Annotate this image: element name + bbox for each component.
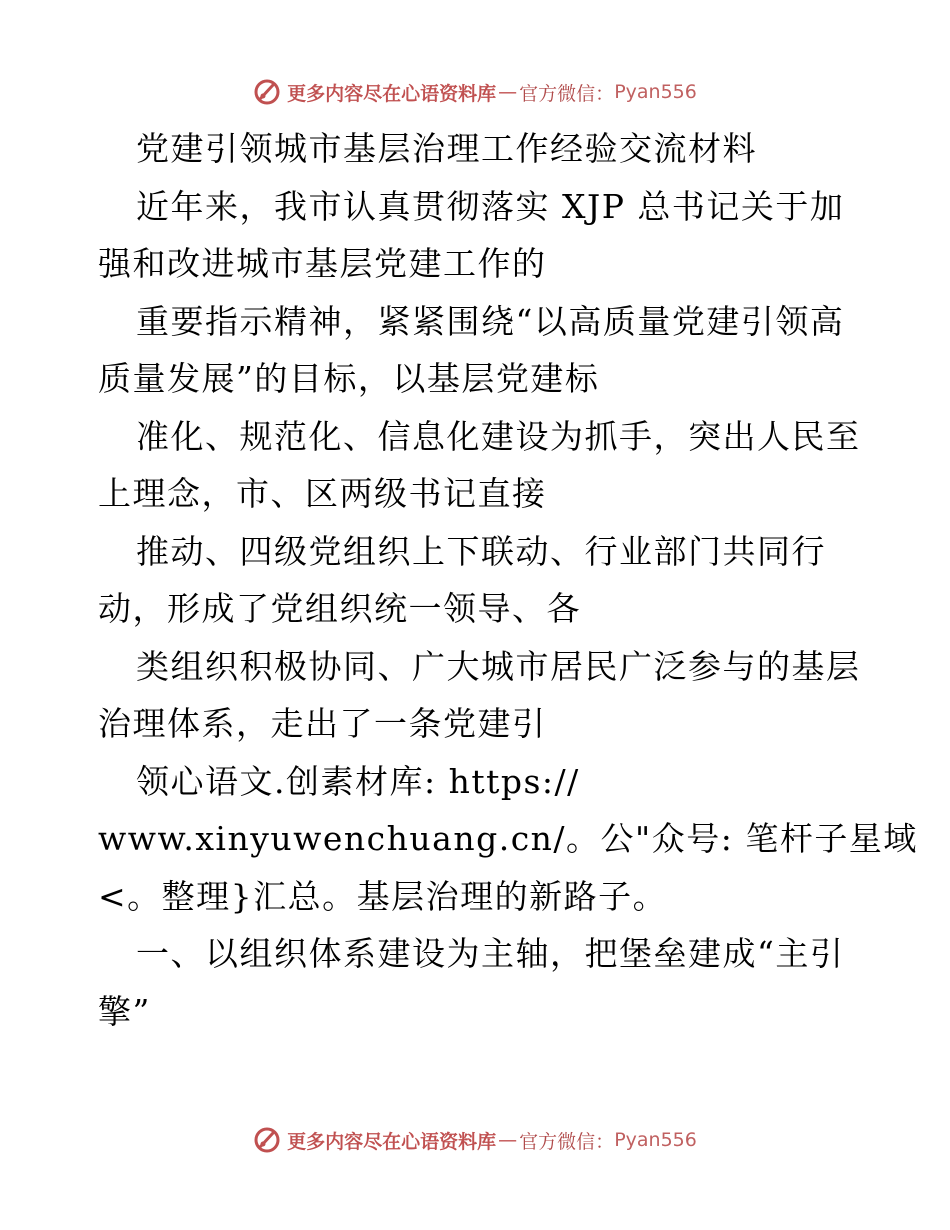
banner-separator: — bbox=[498, 1129, 518, 1151]
paragraph-line: 上理念，市、区两级书记直接 bbox=[98, 474, 547, 513]
banner-separator: — bbox=[498, 81, 518, 103]
banner-label: 官方微信： bbox=[519, 82, 615, 105]
banner-text: 更多内容尽在心语资料库 bbox=[287, 82, 497, 105]
paragraph-line: 强和改进城市基层党建工作的 bbox=[98, 244, 547, 283]
paragraph-line: 近年来，我市认真贯彻落实 XJP 总书记关于加 bbox=[136, 186, 845, 226]
banner-handle: Pyan556 bbox=[614, 81, 697, 103]
footer-watermark-banner bbox=[0, 1124, 950, 1156]
header-watermark-banner bbox=[0, 76, 950, 108]
paragraph-line: www.xinyuwenchuang.cn/。公"众号: 笔杆子星域 bbox=[98, 819, 918, 858]
paragraph-line: 动，形成了党组织统一领导、各 bbox=[98, 589, 581, 628]
section-heading-continued: 擎” bbox=[98, 991, 151, 1031]
paragraph-line: 重要指示精神，紧紧围绕“以高质量党建引领高 bbox=[136, 301, 845, 341]
banner-label: 官方微信： bbox=[519, 1130, 615, 1153]
paragraph-line: 质量发展”的目标，以基层党建标 bbox=[98, 359, 600, 398]
banner-text: 更多内容尽在心语资料库 bbox=[287, 1130, 497, 1153]
brush-seal-icon bbox=[253, 1126, 281, 1154]
banner-handle: Pyan556 bbox=[614, 1129, 697, 1151]
document-title: 党建引领城市基层治理工作经验交流材料 bbox=[136, 129, 757, 168]
paragraph-line: 治理体系，走出了一条党建引 bbox=[98, 704, 547, 743]
paragraph-line: <。整理}汇总。基层治理的新路子。 bbox=[98, 876, 668, 916]
paragraph-line: 类组织积极协同、广大城市居民广泛参与的基层 bbox=[136, 646, 861, 686]
document-body bbox=[98, 120, 918, 1040]
section-heading: 一、以组织体系建设为主轴，把堡垒建成“主引 bbox=[136, 934, 845, 973]
paragraph-line: 推动、四级党组织上下联动、行业部门共同行 bbox=[136, 531, 826, 571]
brush-seal-icon bbox=[253, 78, 281, 106]
paragraph-line: 准化、规范化、信息化建设为抓手，突出人民至 bbox=[136, 416, 861, 456]
paragraph-line: 领心语文.创素材库: https:// bbox=[136, 761, 580, 801]
